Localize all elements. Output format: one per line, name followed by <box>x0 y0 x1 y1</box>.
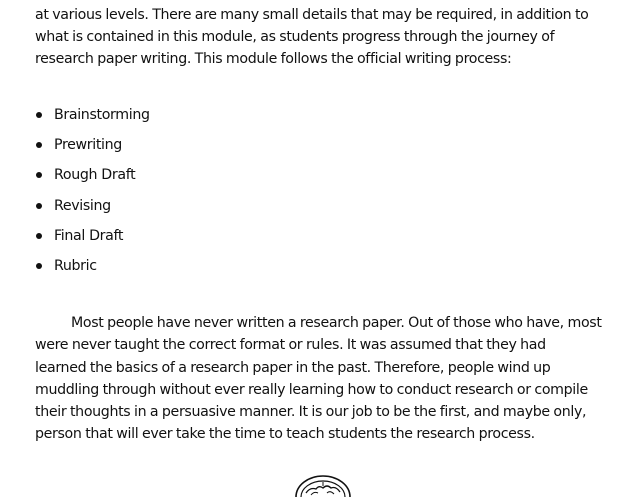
list-item <box>35 255 150 285</box>
list-item <box>35 225 150 255</box>
intro-paragraph <box>35 4 595 70</box>
list-item <box>35 195 150 225</box>
list-item-label: Rubric <box>54 257 97 274</box>
bullet-icon <box>36 142 42 148</box>
list-item-label: Revising <box>54 197 111 214</box>
list-item-label: Brainstorming <box>54 107 150 123</box>
bullet-icon <box>36 203 42 209</box>
bullet-icon <box>36 233 42 239</box>
body-line: were never taught the correct format or rules. It was assumed that they had <box>35 337 546 354</box>
bullet-icon <box>36 112 42 118</box>
intro-line: what is contained in this module, as students progress through the journey of <box>35 29 555 45</box>
body-line: person that will ever take the time to teach students the research process. <box>35 426 535 443</box>
body-line: muddling through without ever really learning how to conduct research or compile <box>35 381 588 398</box>
body-line: Most people have never written a research paper. Out of those who have, most <box>71 315 602 331</box>
list-item <box>35 164 150 194</box>
list-item-label: Rough Draft <box>54 167 136 184</box>
writing-process-list <box>35 104 150 285</box>
intro-line: at various levels. There are many small details that may be required, in addition to <box>35 7 589 23</box>
body-paragraph <box>35 312 600 446</box>
body-line: learned the basics of a research paper in the past. Therefore, people wind up <box>35 359 551 376</box>
bullet-icon <box>36 172 42 178</box>
globe-emblem-icon <box>294 473 352 497</box>
list-item-label: Prewriting <box>54 137 122 154</box>
list-item <box>35 104 150 134</box>
intro-line: research paper writing. This module follows the official writing process: <box>35 51 512 67</box>
bullet-icon <box>36 263 42 269</box>
list-item <box>35 134 150 164</box>
list-item-label: Final Draft <box>54 227 124 244</box>
body-line: their thoughts in a persuasive manner. It is our job to be the first, and maybe only, <box>35 404 587 421</box>
